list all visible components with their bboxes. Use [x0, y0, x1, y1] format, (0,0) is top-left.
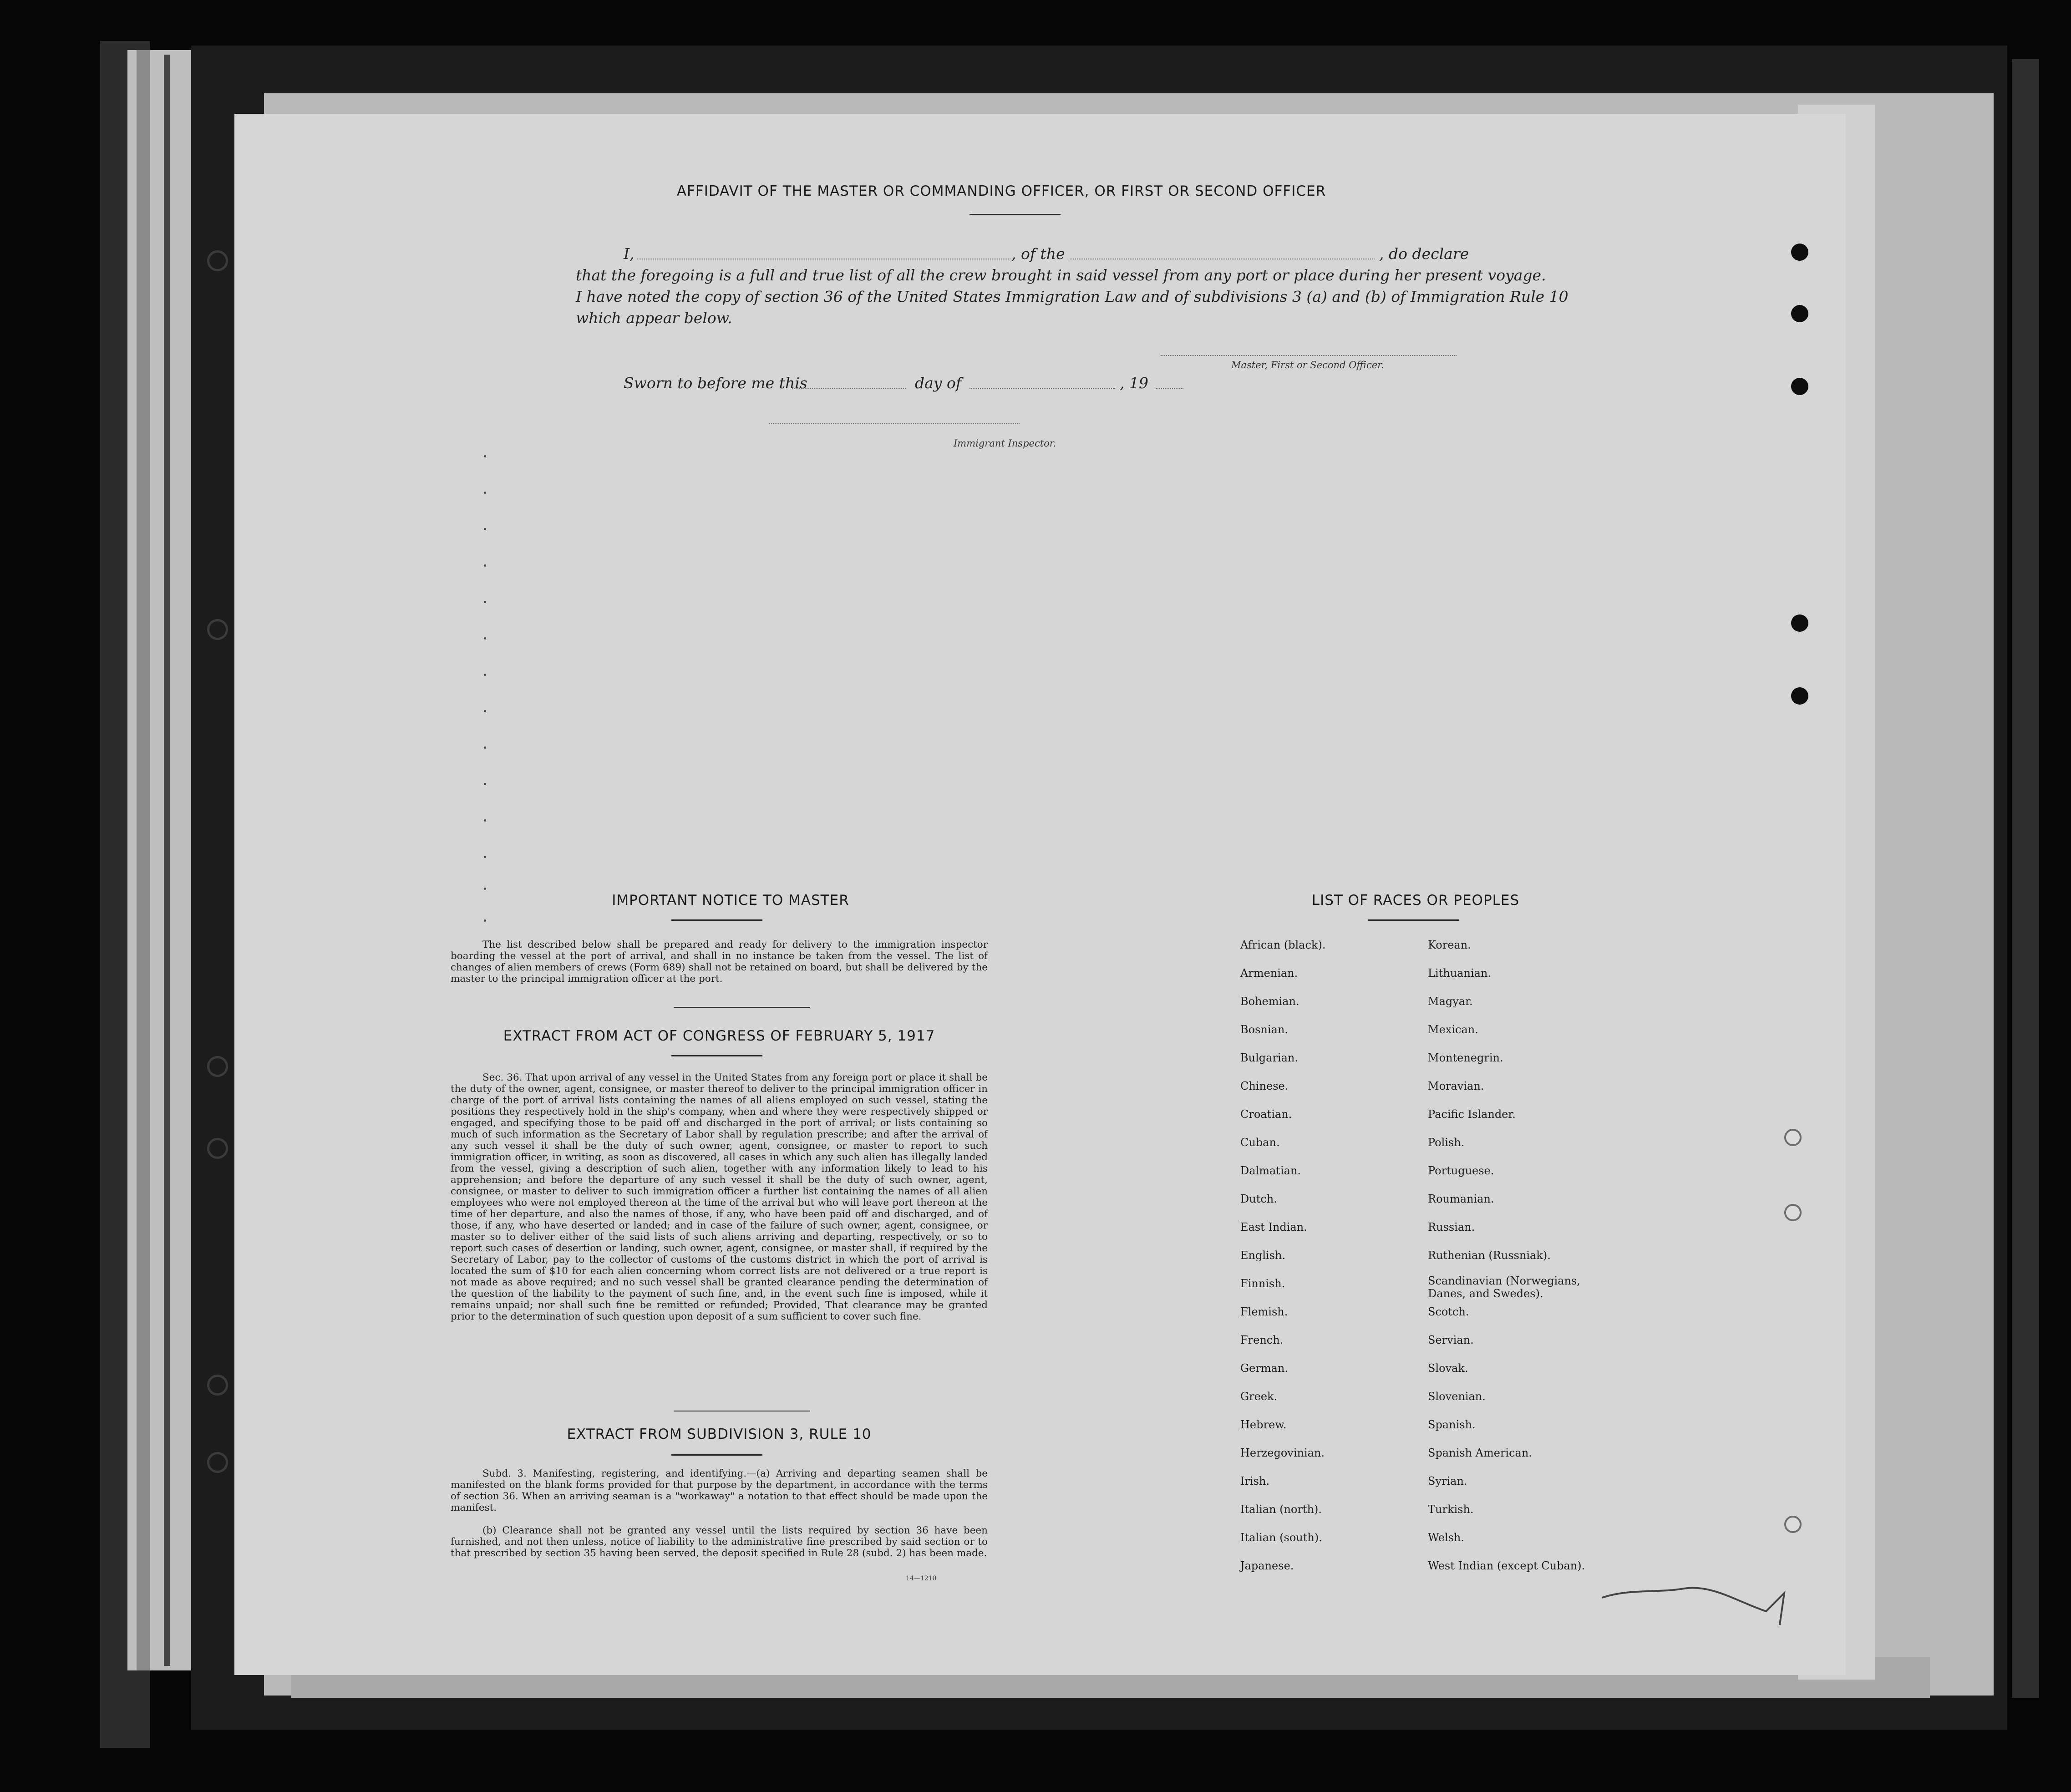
race-item: Dalmatian. — [1240, 1164, 1301, 1177]
notice-text: The list described below shall be prepared and ready for delivery to the immigration inspector boarding the vessel at the port of arrival, and shall in no instance be taken from the vessel. The list of changes of alien members of crews (Form 689) shall not be retained on board, but shall be delivered by the master to the principal immigration officer at the port. — [451, 939, 988, 985]
race-item: Slovenian. — [1428, 1390, 1486, 1403]
race-item: Welsh. — [1428, 1531, 1464, 1544]
right-edge-strip — [2012, 59, 2039, 1698]
affidavit-title: AFFIDAVIT OF THE MASTER OR COMMANDING OFFICER, OR FIRST OR SECOND OFFICER — [676, 183, 1326, 199]
race-item: German. — [1240, 1362, 1288, 1375]
sworn-prefix: Sworn to before me this — [624, 374, 807, 392]
notice-end-rule — [674, 1007, 810, 1008]
rule-title: EXTRACT FROM SUBDIVISION 3, RULE 10 — [567, 1426, 872, 1442]
affidavit-line-4: which appear below. — [576, 309, 732, 327]
race-item: Russian. — [1428, 1221, 1475, 1234]
affidavit-of-the: , of the — [1011, 245, 1065, 263]
punch-hole — [1791, 687, 1808, 705]
left-binding-line — [164, 55, 170, 1666]
margin-dot — [484, 528, 486, 530]
race-item: West Indian (except Cuban). — [1428, 1559, 1585, 1572]
race-item: Ruthenian (Russniak). — [1428, 1249, 1551, 1262]
race-item: Spanish. — [1428, 1418, 1476, 1431]
margin-dot — [484, 674, 486, 676]
title-rule — [970, 214, 1061, 215]
race-item: Herzegovinian. — [1240, 1447, 1325, 1459]
race-item: Greek. — [1240, 1390, 1278, 1403]
binding-ring — [207, 1138, 228, 1159]
race-item: Pacific Islander. — [1428, 1108, 1516, 1121]
race-item: Japanese. — [1240, 1559, 1294, 1572]
race-item: Moravian. — [1428, 1080, 1484, 1092]
race-item: Korean. — [1428, 939, 1471, 951]
punch-hole — [1791, 305, 1808, 322]
race-item: Flemish. — [1240, 1305, 1288, 1318]
handwritten-mark — [1593, 1561, 1812, 1630]
margin-dot — [484, 819, 486, 822]
race-item: Hebrew. — [1240, 1418, 1287, 1431]
year-blank — [1156, 388, 1183, 389]
punch-hole — [1784, 1129, 1802, 1146]
signature-caption: Master, First or Second Officer. — [1231, 360, 1384, 371]
race-item: Cuban. — [1240, 1136, 1280, 1149]
margin-dot — [484, 710, 486, 712]
sworn-year: , 19 — [1120, 374, 1148, 392]
act-title: EXTRACT FROM ACT OF CONGRESS OF FEBRUARY 5, 1917 — [503, 1028, 935, 1044]
margin-dot — [484, 746, 486, 749]
binding-ring — [207, 250, 228, 271]
margin-dot — [484, 856, 486, 858]
sworn-day-of: day of — [915, 374, 962, 392]
race-item: Montenegrin. — [1428, 1051, 1503, 1064]
race-item: Mexican. — [1428, 1023, 1478, 1036]
race-item: Italian (north). — [1240, 1503, 1322, 1516]
notice-rule — [671, 919, 762, 921]
punch-hole — [1791, 244, 1808, 261]
margin-dot — [484, 888, 486, 890]
race-item: Bosnian. — [1240, 1023, 1288, 1036]
race-item: Bohemian. — [1240, 995, 1299, 1008]
punch-hole — [1791, 614, 1808, 632]
race-item: Turkish. — [1428, 1503, 1474, 1516]
affidavit-declare: , do declare — [1379, 245, 1469, 263]
race-item: Lithuanian. — [1428, 967, 1492, 980]
race-item: Servian. — [1428, 1334, 1474, 1346]
month-blank — [970, 388, 1115, 389]
margin-dot — [484, 919, 486, 922]
race-item: Portuguese. — [1428, 1164, 1494, 1177]
race-item: Dutch. — [1240, 1193, 1277, 1205]
race-item: Scotch. — [1428, 1305, 1469, 1318]
rule-text-b: (b) Clearance shall not be granted any vessel until the lists required by section 36 have been furnished, and not then unless, notice of liability to the administrative fine prescribed by said section or to that prescribed by section 35 having been served, the deposit specified in Rule 28 (subd. 2) has been made. — [451, 1525, 988, 1559]
races-title: LIST OF RACES OR PEOPLES — [1311, 892, 1520, 909]
form-number: 14—1210 — [906, 1575, 937, 1582]
act-text: Sec. 36. That upon arrival of any vessel in the United States from any foreign port or place it shall be the duty of the owner, agent, consignee, or master thereof to deliver to the principal immigration officer in charge of the port of arrival lists containing the names of all aliens employed on such vessel, stating the positions they respectively hold in the ship's company, when and where they were respectively shipped or engaged, and specifying those to be paid off and discharged in the port of arrival; or lists containing so much of such information as the Secretary of Labor shall by regulation prescribe; and after the arrival of any such vessel it shall be the duty of such owner, agent, consignee, or master to report to such immigration officer, in writing, as soon as discovered, all cases in which any such alien has illegally landed from the vessel, giving a description of such alien, together with any information likely to lead to his apprehension; and before the departure of any such vessel it shall be the duty of such owner, agent, consignee, or master to deliver to such immigration officer a further list containing the names of all alien employees who were not employed thereon at the time of the arrival but who will leave port thereon at the time of her departure, and also the names of those, if any, who have been paid off and discharged, and of those, if any, who have deserted or landed; and in case of the failure of such owner, agent, consignee, or master so to deliver either of the said lists of such aliens arriving and departing, respectively, or so to report such cases of desertion or landing, such owner, agent, consignee, or master shall, if required by the Secretary of Labor, pay to the collector of customs of the customs district in which the port of arrival is located the sum of $10 for each alien concerning whom correct lists are not delivered or a true report is not made as above required; and no such vessel shall be granted clearance pending the determination of the question of the liability to the payment of such fine, and, in the event such fine is imposed, while it remains unpaid; nor shall such fine be remitted or refunded; Provided, That clearance may be granted prior to the determination of such question upon deposit of a sum sufficient to cover such fine. — [451, 1072, 988, 1322]
act-rule — [671, 1055, 762, 1056]
signature-line — [1161, 355, 1457, 356]
margin-dot — [484, 601, 486, 603]
race-item: Slovak. — [1428, 1362, 1468, 1375]
races-rule — [1368, 919, 1459, 921]
binding-ring — [207, 1375, 228, 1396]
race-item: English. — [1240, 1249, 1286, 1262]
race-item: Armenian. — [1240, 967, 1298, 980]
binding-ring — [207, 619, 228, 640]
notice-title: IMPORTANT NOTICE TO MASTER — [612, 892, 849, 909]
affidavit-line-2: that the foregoing is a full and true list of all the crew brought in said vessel from any port or place during her present voyage. — [576, 266, 1546, 284]
margin-dot — [484, 455, 486, 457]
race-item: East Indian. — [1240, 1221, 1307, 1234]
race-item: Chinese. — [1240, 1080, 1289, 1092]
race-item: Polish. — [1428, 1136, 1465, 1149]
race-item: Spanish American. — [1428, 1447, 1532, 1459]
inspector-caption: Immigrant Inspector. — [954, 438, 1056, 449]
punch-hole — [1791, 378, 1808, 395]
binding-ring — [207, 1452, 228, 1473]
left-page-shadow — [137, 50, 150, 1670]
race-item: Bulgarian. — [1240, 1051, 1298, 1064]
race-item: French. — [1240, 1334, 1284, 1346]
margin-dot — [484, 783, 486, 785]
rule-text-a: Subd. 3. Manifesting, registering, and identifying.—(a) Arriving and departing seamen shall be manifested on the blank forms provided for that purpose by the department, in accordance with the terms of section 36. When an arriving seaman is a "workaway" a notation to that effect should be made upon the manifest. — [451, 1468, 988, 1513]
race-item: Scandinavian (Norwegians, Danes, and Swedes). — [1428, 1274, 1580, 1300]
margin-dot — [484, 492, 486, 494]
margin-dot — [484, 564, 486, 567]
inspector-line — [769, 423, 1020, 424]
race-item: African (black). — [1240, 939, 1326, 951]
day-blank — [792, 388, 906, 389]
race-item: Croatian. — [1240, 1108, 1292, 1121]
race-item: Syrian. — [1428, 1475, 1467, 1487]
affidavit-i: I, — [624, 245, 634, 263]
rule-rule — [671, 1454, 762, 1456]
race-item: Finnish. — [1240, 1277, 1285, 1290]
race-item: Magyar. — [1428, 995, 1473, 1008]
punch-hole — [1784, 1204, 1802, 1221]
race-item: Irish. — [1240, 1475, 1270, 1487]
punch-hole — [1784, 1516, 1802, 1533]
margin-dot — [484, 637, 486, 640]
affidavit-line-3: I have noted the copy of section 36 of the United States Immigration Law and of subdivisions 3 (a) and (b) of Immigration Rule 10 — [576, 288, 1568, 305]
race-item: Italian (south). — [1240, 1531, 1322, 1544]
race-item: Roumanian. — [1428, 1193, 1494, 1205]
binding-ring — [207, 1056, 228, 1077]
